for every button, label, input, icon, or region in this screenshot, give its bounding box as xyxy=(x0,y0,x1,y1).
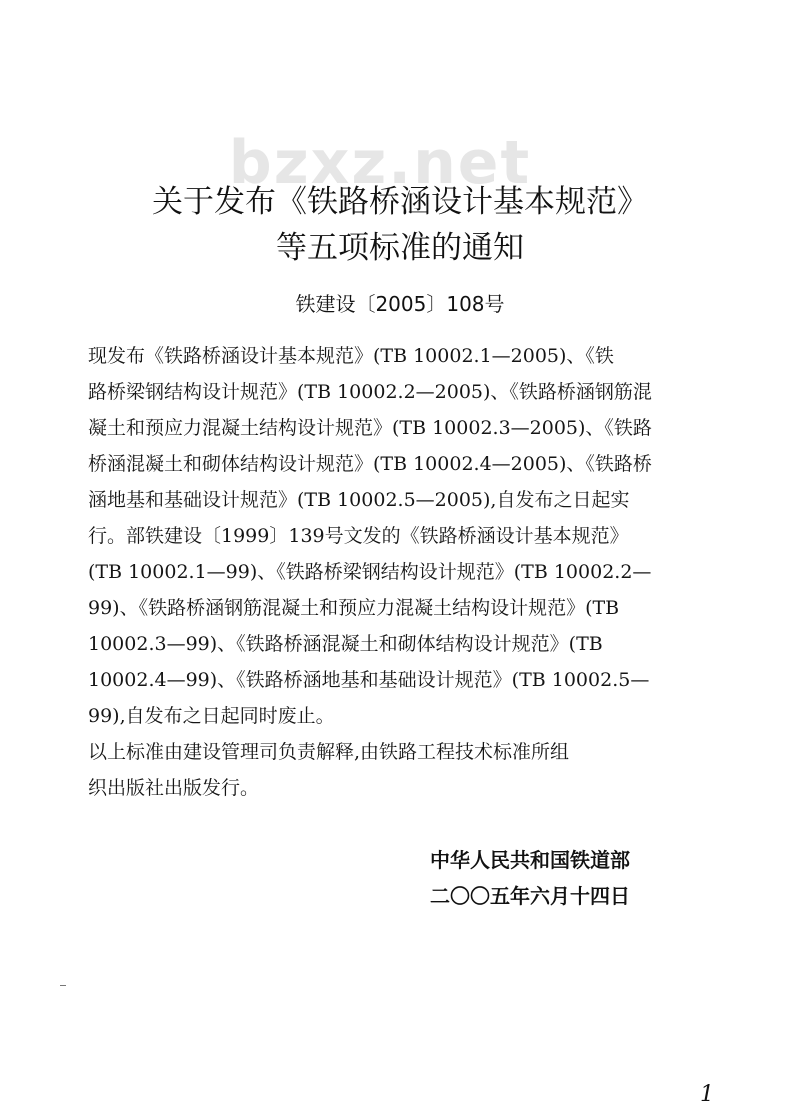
body-line: 10002.4—99)、《铁路桥涵地基和基础设计规范》(TB 10002.5— xyxy=(88,669,650,691)
body-line: 99),自发布之日起同时废止。 xyxy=(88,705,335,727)
title-line-1: 关于发布《铁路桥涵设计基本规范》 xyxy=(152,184,648,220)
body-line: 以上标准由建设管理司负责解释,由铁路工程技术标准所组 xyxy=(88,741,570,763)
watermark-text: bzxz.net xyxy=(228,128,532,198)
body-line: 涵地基和基础设计规范》(TB 10002.5—2005),自发布之日起实 xyxy=(88,489,630,511)
body-line: 行。部铁建设〔1999〕139号文发的《铁路桥涵设计基本规范》 xyxy=(88,525,629,547)
body-line: (TB 10002.1—99)、《铁路桥梁钢结构设计规范》(TB 10002.2— xyxy=(88,561,652,583)
signature-organization: 中华人民共和国铁道部 xyxy=(430,848,630,872)
document-number: 铁建设〔2005〕108号 xyxy=(295,292,505,316)
body-line: 现发布《铁路桥涵设计基本规范》(TB 10002.1—2005)、《铁 xyxy=(88,345,614,367)
page-number: 1 xyxy=(700,1082,714,1107)
body-line: 织出版社出版发行。 xyxy=(88,777,260,799)
body-line: 桥涵混凝土和砌体结构设计规范》(TB 10002.4—2005)、《铁路桥 xyxy=(88,453,652,475)
body-line: 10002.3—99)、《铁路桥涵混凝土和砌体结构设计规范》(TB xyxy=(88,633,603,655)
body-line: 99)、《铁路桥涵钢筋混凝土和预应力混凝土结构设计规范》(TB xyxy=(88,597,620,619)
scan-mark xyxy=(60,985,66,986)
body-line: 凝土和预应力混凝土结构设计规范》(TB 10002.3—2005)、《铁路 xyxy=(88,417,652,439)
body-line: 路桥梁钢结构设计规范》(TB 10002.2—2005)、《铁路桥涵钢筋混 xyxy=(88,381,652,403)
signature-date: 二〇〇五年六月十四日 xyxy=(430,884,630,908)
title-line-2: 等五项标准的通知 xyxy=(276,230,524,266)
